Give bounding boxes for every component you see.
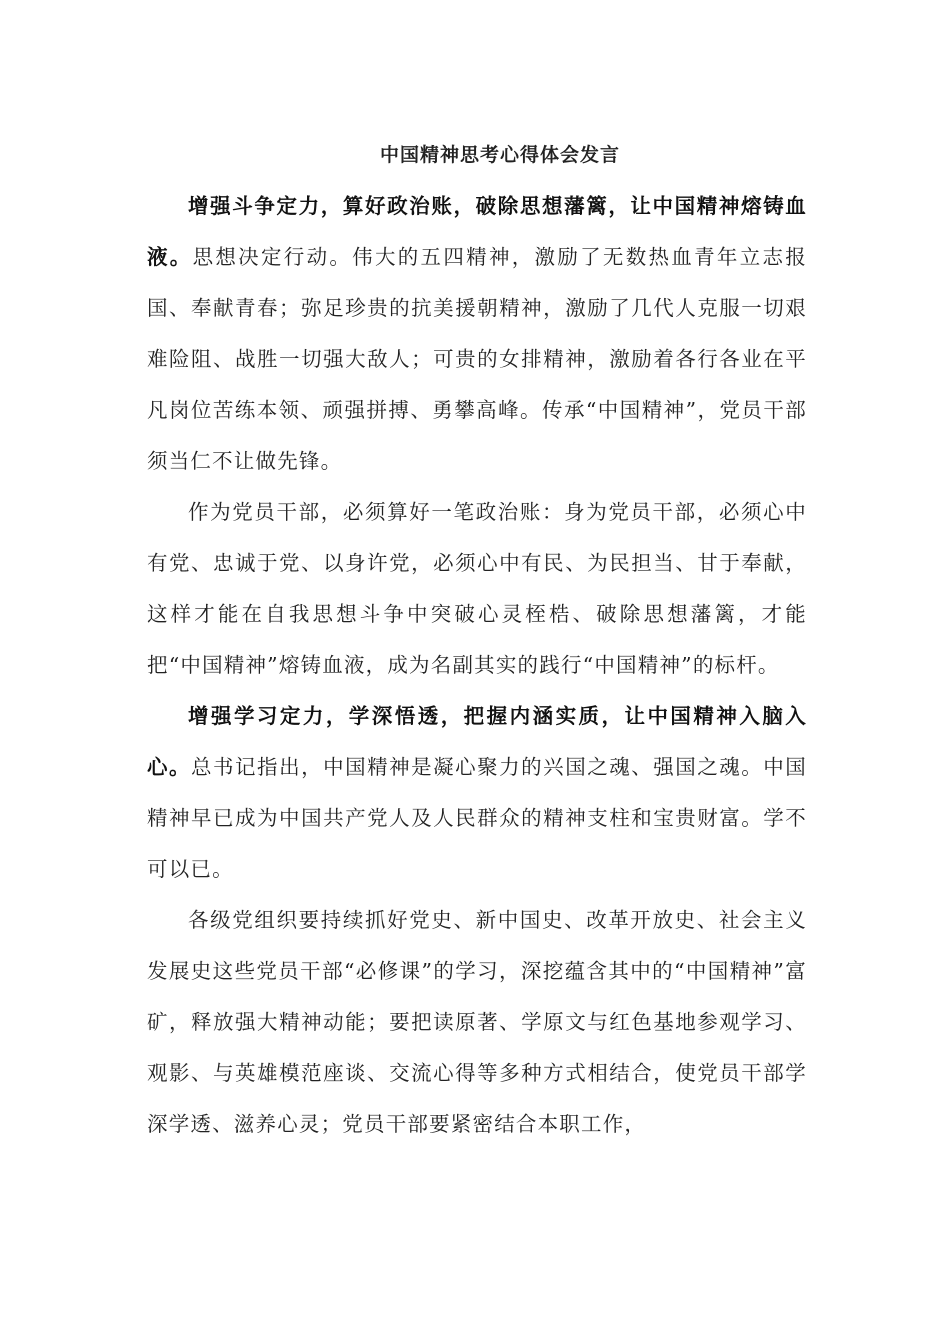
paragraph-3-lead: 增强学习定力，学深悟透，把握内涵实质，让中国精神入脑入心。 — [147, 704, 807, 779]
paragraph-2-text: 作为党员干部，必须算好一笔政治账：身为党员干部，必须心中有党、忠诚于党、以身许党，必须心中有民、为民担当、甘于奉献，这样才能在自我思想斗争中突破心灵桎梏、破除思想藩篱，才能把“中国精神”熔铸血液，成为名副其实的践行“中国精神”的标杆。 — [147, 500, 807, 677]
paragraph-3 — [147, 691, 807, 895]
document-title: 中国精神思考心得体会发言 — [379, 144, 620, 166]
paragraph-1-lead: 增强斗争定力，算好政治账，破除思想藩篱，让中国精神熔铸血液。 — [147, 194, 807, 269]
paragraph-1 — [147, 181, 807, 487]
paragraph-2 — [147, 487, 807, 691]
paragraph-3-text: 总书记指出，中国精神是凝心聚力的兴国之魂、强国之魂。中国精神早已成为中国共产党人及人民群众的精神支柱和宝贵财富。学不可以已。 — [147, 755, 807, 881]
paragraph-1-text: 思想决定行动。伟大的五四精神，激励了无数热血青年立志报国、奉献青春；弥足珍贵的抗美援朝精神，激励了几代人克服一切艰难险阻、战胜一切强大敌人；可贵的女排精神，激励着各行各业在平凡岗位苦练本领、顽强拼搏、勇攀高峰。传承“中国精神”，党员干部须当仁不让做先锋。 — [147, 245, 807, 473]
paragraph-4 — [147, 895, 807, 1150]
paragraph-4-text: 各级党组织要持续抓好党史、新中国史、改革开放史、社会主义发展史这些党员干部“必修课”的学习，深挖蕴含其中的“中国精神”富矿，释放强大精神动能；要把读原著、学原文与红色基地参观学习、观影、与英雄模范座谈、交流心得等多种方式相结合，使党员干部学深学透、滋养心灵；党员干部要紧密结合本职工作， — [147, 908, 807, 1136]
document-body — [147, 181, 807, 1150]
